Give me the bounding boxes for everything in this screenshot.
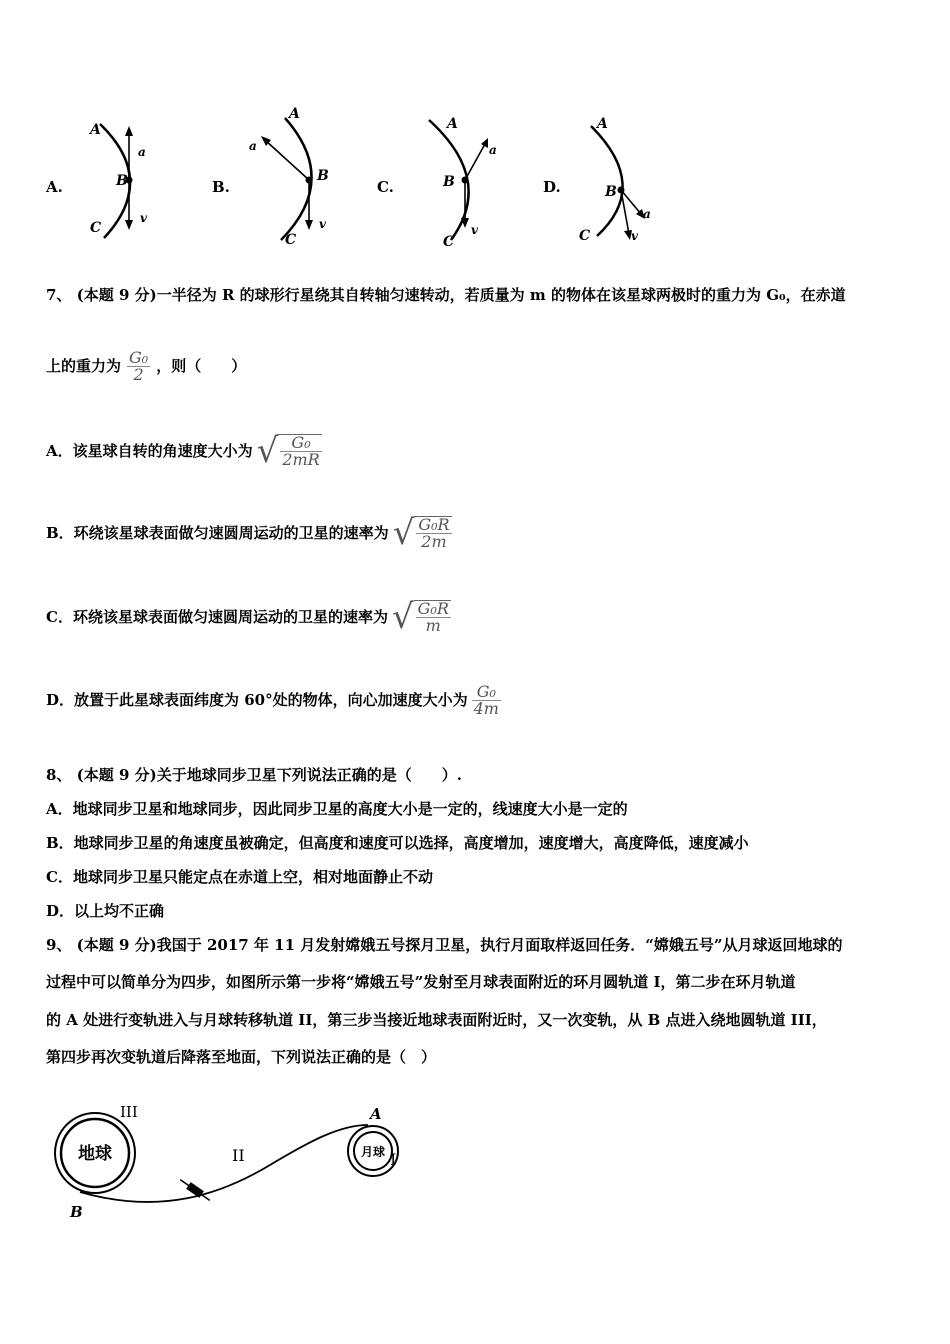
q7-option-b-text: B．环绕该星球表面做匀速圆周运动的卫星的速率为 [46, 523, 389, 542]
fraction-denominator: 2mR [282, 450, 320, 469]
q7-option-c[interactable] [46, 597, 451, 637]
fraction-numerator: G₀ [291, 433, 311, 452]
q8-option-c[interactable]: C．地球同步卫星只能定点在赤道上空，相对地面静止不动 [46, 868, 433, 886]
label-A: A [289, 106, 300, 122]
q7-option-d[interactable] [46, 684, 501, 717]
label-a: a [249, 139, 257, 153]
fraction-denominator: 2 [127, 366, 150, 383]
acceleration-arrow [265, 140, 309, 180]
q6-figure-b [245, 100, 345, 250]
label-B: B [605, 184, 617, 200]
fraction-g0-over-2 [127, 350, 150, 383]
fraction-denominator: 4m [473, 699, 499, 718]
label-A: A [90, 122, 101, 138]
transfer-orbit-ii [80, 1125, 368, 1202]
label-A: A [447, 116, 458, 132]
q6-figure-c [415, 110, 510, 250]
q9-stem-line3: 的 A 处进行变轨进入与月球转移轨道 II，第三步当接近地球表面附近时，又一次变轨，从 B 点进入绕地圆轨道 III， [46, 1011, 827, 1029]
q9-stem-line1: 9、 (本题 9 分)我国于 2017 年 11 月发射嫦娥五号探月卫星，执行月面取样返回任务．“嫦娥五号”从月球返回地球的 [46, 936, 843, 954]
q6-figure-a [80, 110, 170, 250]
orbit-iii-label: III [120, 1103, 138, 1121]
trajectory-curve [591, 126, 623, 236]
label-v: v [140, 211, 147, 225]
q9-stem-line2: 过程中可以简单分为四步，如图所示第一步将“嫦娥五号”发射至月球表面附近的环月圆轨道 I，第二步在环月轨道 [46, 973, 796, 991]
q7-option-a[interactable] [46, 431, 322, 471]
q6-option-a-label[interactable]: A. [46, 178, 63, 196]
label-a: a [643, 207, 651, 221]
label-B: B [116, 173, 128, 189]
q8-option-d[interactable]: D．以上均不正确 [46, 902, 165, 920]
radicand [414, 600, 451, 634]
fraction-denominator: 2m [416, 533, 451, 550]
q6-figure-d [575, 110, 665, 250]
q8-option-a[interactable]: A．地球同步卫星和地球同步，因此同步卫星的高度大小是一定的，线速度大小是一定的 [46, 800, 628, 818]
q6-option-d-label[interactable]: D. [543, 178, 561, 196]
q8-option-b[interactable]: B．地球同步卫星的角速度虽被确定，但高度和速度可以选择，高度增加，速度增大，高度降低，速度减小 [46, 834, 749, 852]
q6-figures [0, 100, 950, 260]
label-v: v [631, 229, 638, 243]
sqrt-expression [256, 431, 322, 471]
q9-orbit-figure [50, 1095, 420, 1225]
fraction-numerator: G₀ [129, 348, 149, 367]
q7-stem-pre: 上的重力为 [46, 357, 122, 375]
q7-stem-line1: 7、 (本题 9 分)一半径为 R 的球形行星绕其自转轴匀速转动，若质量为 m 的物体在该星球两极时的重力为 G₀，在赤道 [46, 286, 846, 304]
label-C: C [443, 234, 455, 250]
point-a-label: A [370, 1105, 382, 1123]
orbit-ii-label: II [232, 1146, 245, 1165]
fraction-numerator: G₀ [476, 682, 496, 701]
point-b-label: B [70, 1203, 83, 1221]
label-v: v [471, 223, 478, 237]
radicand [414, 516, 451, 550]
q7-stem-line2 [46, 350, 246, 383]
label-B: B [443, 174, 455, 190]
radicand [278, 434, 321, 468]
radical-sign-icon: √ [392, 513, 415, 553]
q7-option-c-text: C．环绕该星球表面做匀速圆周运动的卫星的速率为 [46, 607, 388, 626]
earth-label: 地球 [78, 1144, 112, 1164]
q7-option-a-text: A．该星球自转的角速度大小为 [46, 441, 253, 460]
orbit-i-label: I [390, 1150, 397, 1169]
label-A: A [597, 116, 608, 132]
label-C: C [90, 220, 102, 236]
label-B: B [317, 168, 329, 184]
q8-stem: 8、 (本题 9 分)关于地球同步卫星下列说法正确的是（ ）. [46, 766, 462, 784]
label-a: a [489, 143, 497, 157]
q9-stem-line4: 第四步再次变轨道后降落至地面，下列说法正确的是（ ） [46, 1048, 437, 1066]
sqrt-expression [391, 597, 451, 637]
q7-stem-post: ，则（ ） [156, 357, 247, 375]
label-v: v [319, 217, 326, 231]
q7-option-d-text: D．放置于此星球表面纬度为 60°处的物体，向心加速度大小为 [46, 691, 468, 709]
q6-option-c-label[interactable]: C. [377, 178, 394, 196]
fraction-numerator: G₀R [417, 599, 449, 618]
label-a: a [138, 145, 146, 159]
acceleration-arrow [465, 144, 485, 180]
fraction-g0-over-4m [472, 684, 501, 717]
velocity-arrow [621, 190, 629, 234]
fraction-denominator: m [416, 617, 451, 634]
moon-label: 月球 [360, 1145, 386, 1159]
fraction-numerator: G₀R [418, 515, 450, 534]
label-C: C [285, 232, 297, 248]
label-C: C [579, 228, 591, 244]
radical-sign-icon: √ [391, 597, 414, 637]
sqrt-expression [392, 513, 452, 553]
q7-option-b[interactable] [46, 513, 452, 553]
radical-sign-icon: √ [256, 431, 279, 471]
q6-option-b-label[interactable]: B. [212, 178, 230, 196]
